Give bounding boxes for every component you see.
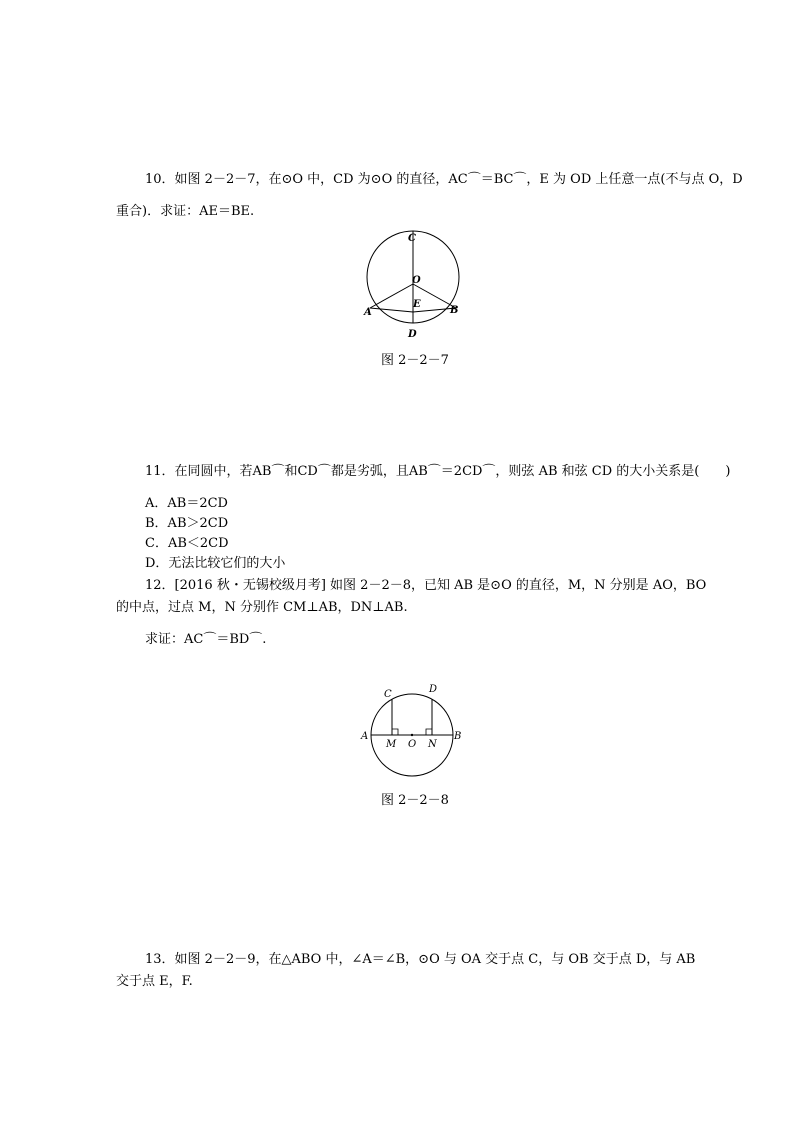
label-c: C (384, 689, 392, 700)
q12-line3: 求证：AC⌒＝BD⌒. (145, 632, 267, 647)
q11-option-c: C．AB＜2CD (145, 536, 229, 551)
q13-line2: 交于点 E，F. (116, 974, 193, 989)
label-b: B (454, 731, 462, 742)
right-angle-n (426, 729, 432, 735)
label-d: D (408, 329, 417, 340)
q12-line1: 12．[2016 秋・无锡校级月考] 如图 2－2－8，已知 AB 是⊙O 的直径，M，N 分别是 AO，BO (145, 578, 707, 593)
label-e: E (413, 299, 421, 310)
q13-line1: 13．如图 2－2－9，在△ABO 中，∠A＝∠B，⊙O 与 OA 交于点 C，与 OB 交于点 D，与 AB (145, 952, 696, 967)
caption-2-2-8: 图 2－2－8 (381, 793, 449, 808)
right-angle-m (392, 729, 398, 735)
label-n: N (428, 739, 437, 750)
q10-line1: 10．如图 2－2－7，在⊙O 中，CD 为⊙O 的直径，AC⌒＝BC⌒，E 为 OD 上任意一点(不与点 O，D (145, 172, 743, 187)
figure-2-2-7 (355, 228, 475, 338)
label-b: B (450, 305, 459, 316)
label-m: M (386, 739, 397, 750)
label-a: A (364, 307, 372, 318)
q12-line2: 的中点，过点 M，N 分别作 CM⊥AB，DN⊥AB. (116, 600, 408, 615)
label-a: A (361, 731, 369, 742)
center-dot (411, 734, 413, 736)
label-o: O (412, 275, 421, 286)
label-c: C (408, 233, 416, 244)
q11-stem: 11．在同圆中，若AB⌒和CD⌒都是劣弧，且AB⌒＝2CD⌒，则弦 AB 和弦 CD 的大小关系是( ) (145, 464, 731, 479)
caption-2-2-7: 图 2－2－7 (381, 353, 449, 368)
q10-line2: 重合)．求证：AE＝BE. (116, 204, 255, 219)
segment-oa (370, 284, 413, 308)
label-d: D (429, 684, 438, 695)
q11-option-d: D．无法比较它们的大小 (145, 556, 286, 571)
figure-2-2-8 (355, 680, 465, 780)
segment-ae (370, 308, 413, 312)
q11-option-b: B．AB＞2CD (145, 516, 229, 531)
q11-option-a: A．AB＝2CD (145, 496, 228, 511)
label-o: O (408, 739, 417, 750)
